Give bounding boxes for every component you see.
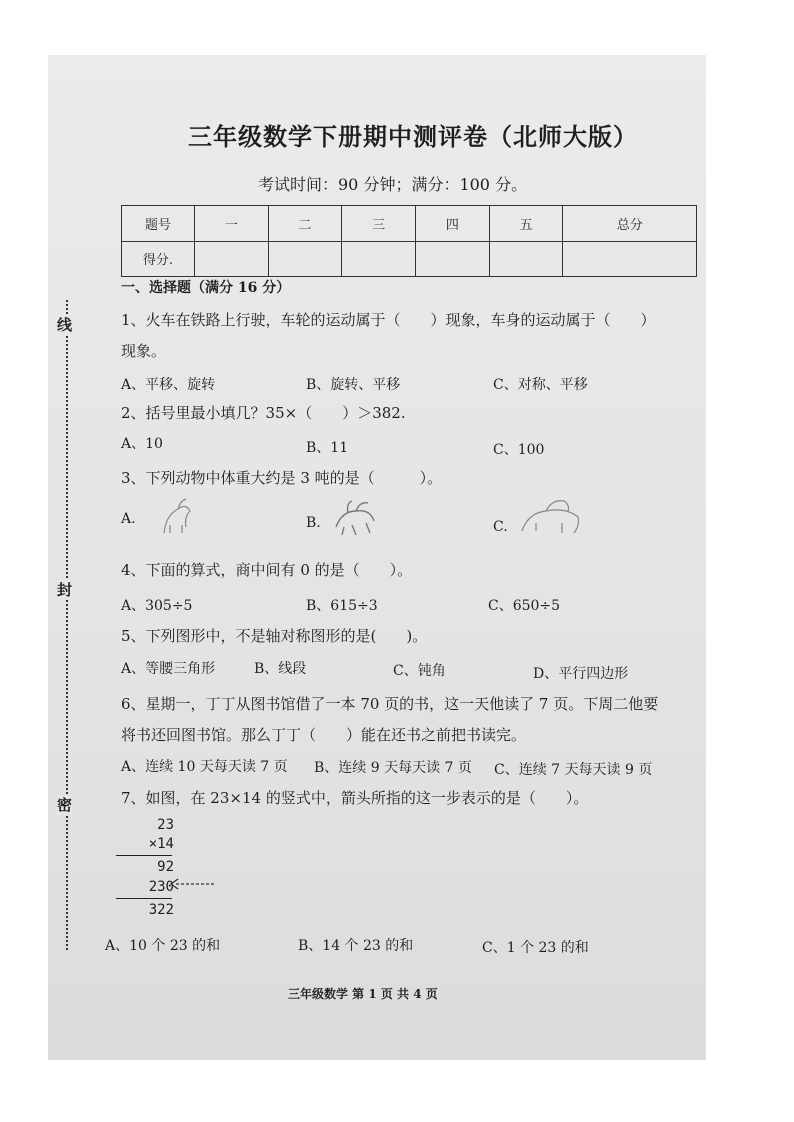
question-1-text: 1、火车在铁路上行驶，车轮的运动属于（ ）现象，车身的运动属于（ ） [121,311,656,329]
q6-option-c[interactable]: C、连续 7 天每天读 9 页 [494,762,653,778]
calc-rule [116,898,172,899]
vertical-multiplication [112,815,182,925]
q3-option-c[interactable]: C. [493,519,508,535]
calc-partial-2: 230 [148,879,174,895]
question-5-text: 5、下列图形中，不是轴对称图形的是( )。 [121,627,428,645]
q4-option-b[interactable]: B、615÷3 [306,598,378,614]
q7-option-a[interactable]: A、10 个 23 的和 [105,938,221,954]
question-4-text: 4、下面的算式，商中间有 0 的是（ ）。 [121,561,413,579]
exam-paper [48,55,706,1060]
score-table-header-cell: 五 [489,206,563,242]
score-cell[interactable] [268,241,342,277]
animal-sketch-icon [518,495,588,540]
calc-partial-1: 92 [157,859,174,875]
arrow-left-icon [168,877,220,891]
binding-char: 密 [57,796,73,814]
exam-subtitle: 考试时间：90 分钟；满分：100 分。 [258,175,528,194]
binding-dotted-line [66,300,68,950]
q3-option-a[interactable]: A. [121,511,136,527]
binding-line [56,300,78,950]
score-table-header-cell: 三 [342,206,416,242]
question-1-text-cont: 现象。 [121,342,167,360]
calc-product: 322 [148,902,174,918]
question-2-text: 2、括号里最小填几？35×（ ）＞382. [121,404,406,422]
q6-option-a[interactable]: A、连续 10 天每天读 7 页 [121,759,288,775]
score-table-header-cell: 总分 [563,206,697,242]
q1-option-b[interactable]: B、旋转、平移 [306,377,401,393]
animal-sketch-icon [330,497,380,537]
bleed-through-text [288,280,431,299]
score-cell[interactable] [489,241,563,277]
q1-option-a[interactable]: A、平移、旋转 [121,377,216,393]
q3-option-b[interactable]: B. [306,515,321,531]
q2-option-c[interactable]: C、100 [493,442,545,458]
score-table-header-cell: 一 [195,206,269,242]
q2-option-a[interactable]: A、10 [121,436,163,452]
q5-option-a[interactable]: A、等腰三角形 [121,661,216,677]
question-7-text: 7、如图，在 23×14 的竖式中，箭头所指的这一步表示的是（ ）。 [121,789,589,807]
question-6-text: 6、星期一，丁丁从图书馆借了一本 70 页的书，这一天他读了 7 页。下周二他要 [121,695,659,713]
score-table [121,205,697,277]
score-table-score-row [122,241,697,277]
q7-option-c[interactable]: C、1 个 23 的和 [482,940,589,956]
q4-option-a[interactable]: A、305÷5 [121,598,193,614]
q1-option-c[interactable]: C、对称、平移 [493,377,588,393]
binding-char: 线 [57,316,73,334]
q4-option-c[interactable]: C、650÷5 [488,598,561,614]
section-heading: 一、选择题（满分 16 分） [121,280,291,296]
q5-option-b[interactable]: B、线段 [254,661,307,677]
exam-title: 三年级数学下册期中测评卷（北师大版） [188,122,638,151]
calc-rule [116,855,172,856]
score-cell[interactable] [342,241,416,277]
animal-sketch-icon [156,495,196,540]
score-cell[interactable] [195,241,269,277]
calc-multiplicand: 23 [157,817,174,833]
calc-multiplier: ×14 [148,836,174,852]
q5-option-c[interactable]: C、钝角 [393,663,446,679]
q2-option-b[interactable]: B、11 [306,440,349,456]
question-3-text: 3、下列动物中体重大约是 3 吨的是（ ）。 [121,469,443,487]
q6-option-b[interactable]: B、连续 9 天每天读 7 页 [314,760,472,776]
score-cell[interactable] [416,241,490,277]
score-table-header-row [122,206,697,242]
q7-option-b[interactable]: B、14 个 23 的和 [298,938,414,954]
binding-char: 封 [57,581,73,599]
score-table-header-cell: 四 [416,206,490,242]
score-row-label: 得分. [122,241,195,277]
score-cell[interactable] [563,241,697,277]
q5-option-d[interactable]: D、平行四边形 [533,666,629,682]
question-6-text-cont: 将书还回图书馆。那么丁丁（ ）能在还书之前把书读完。 [121,726,527,744]
score-table-header-cell: 二 [268,206,342,242]
score-table-header-cell: 题号 [122,206,195,242]
page-footer: 三年级数学 第 1 页 共 4 页 [288,987,438,1001]
